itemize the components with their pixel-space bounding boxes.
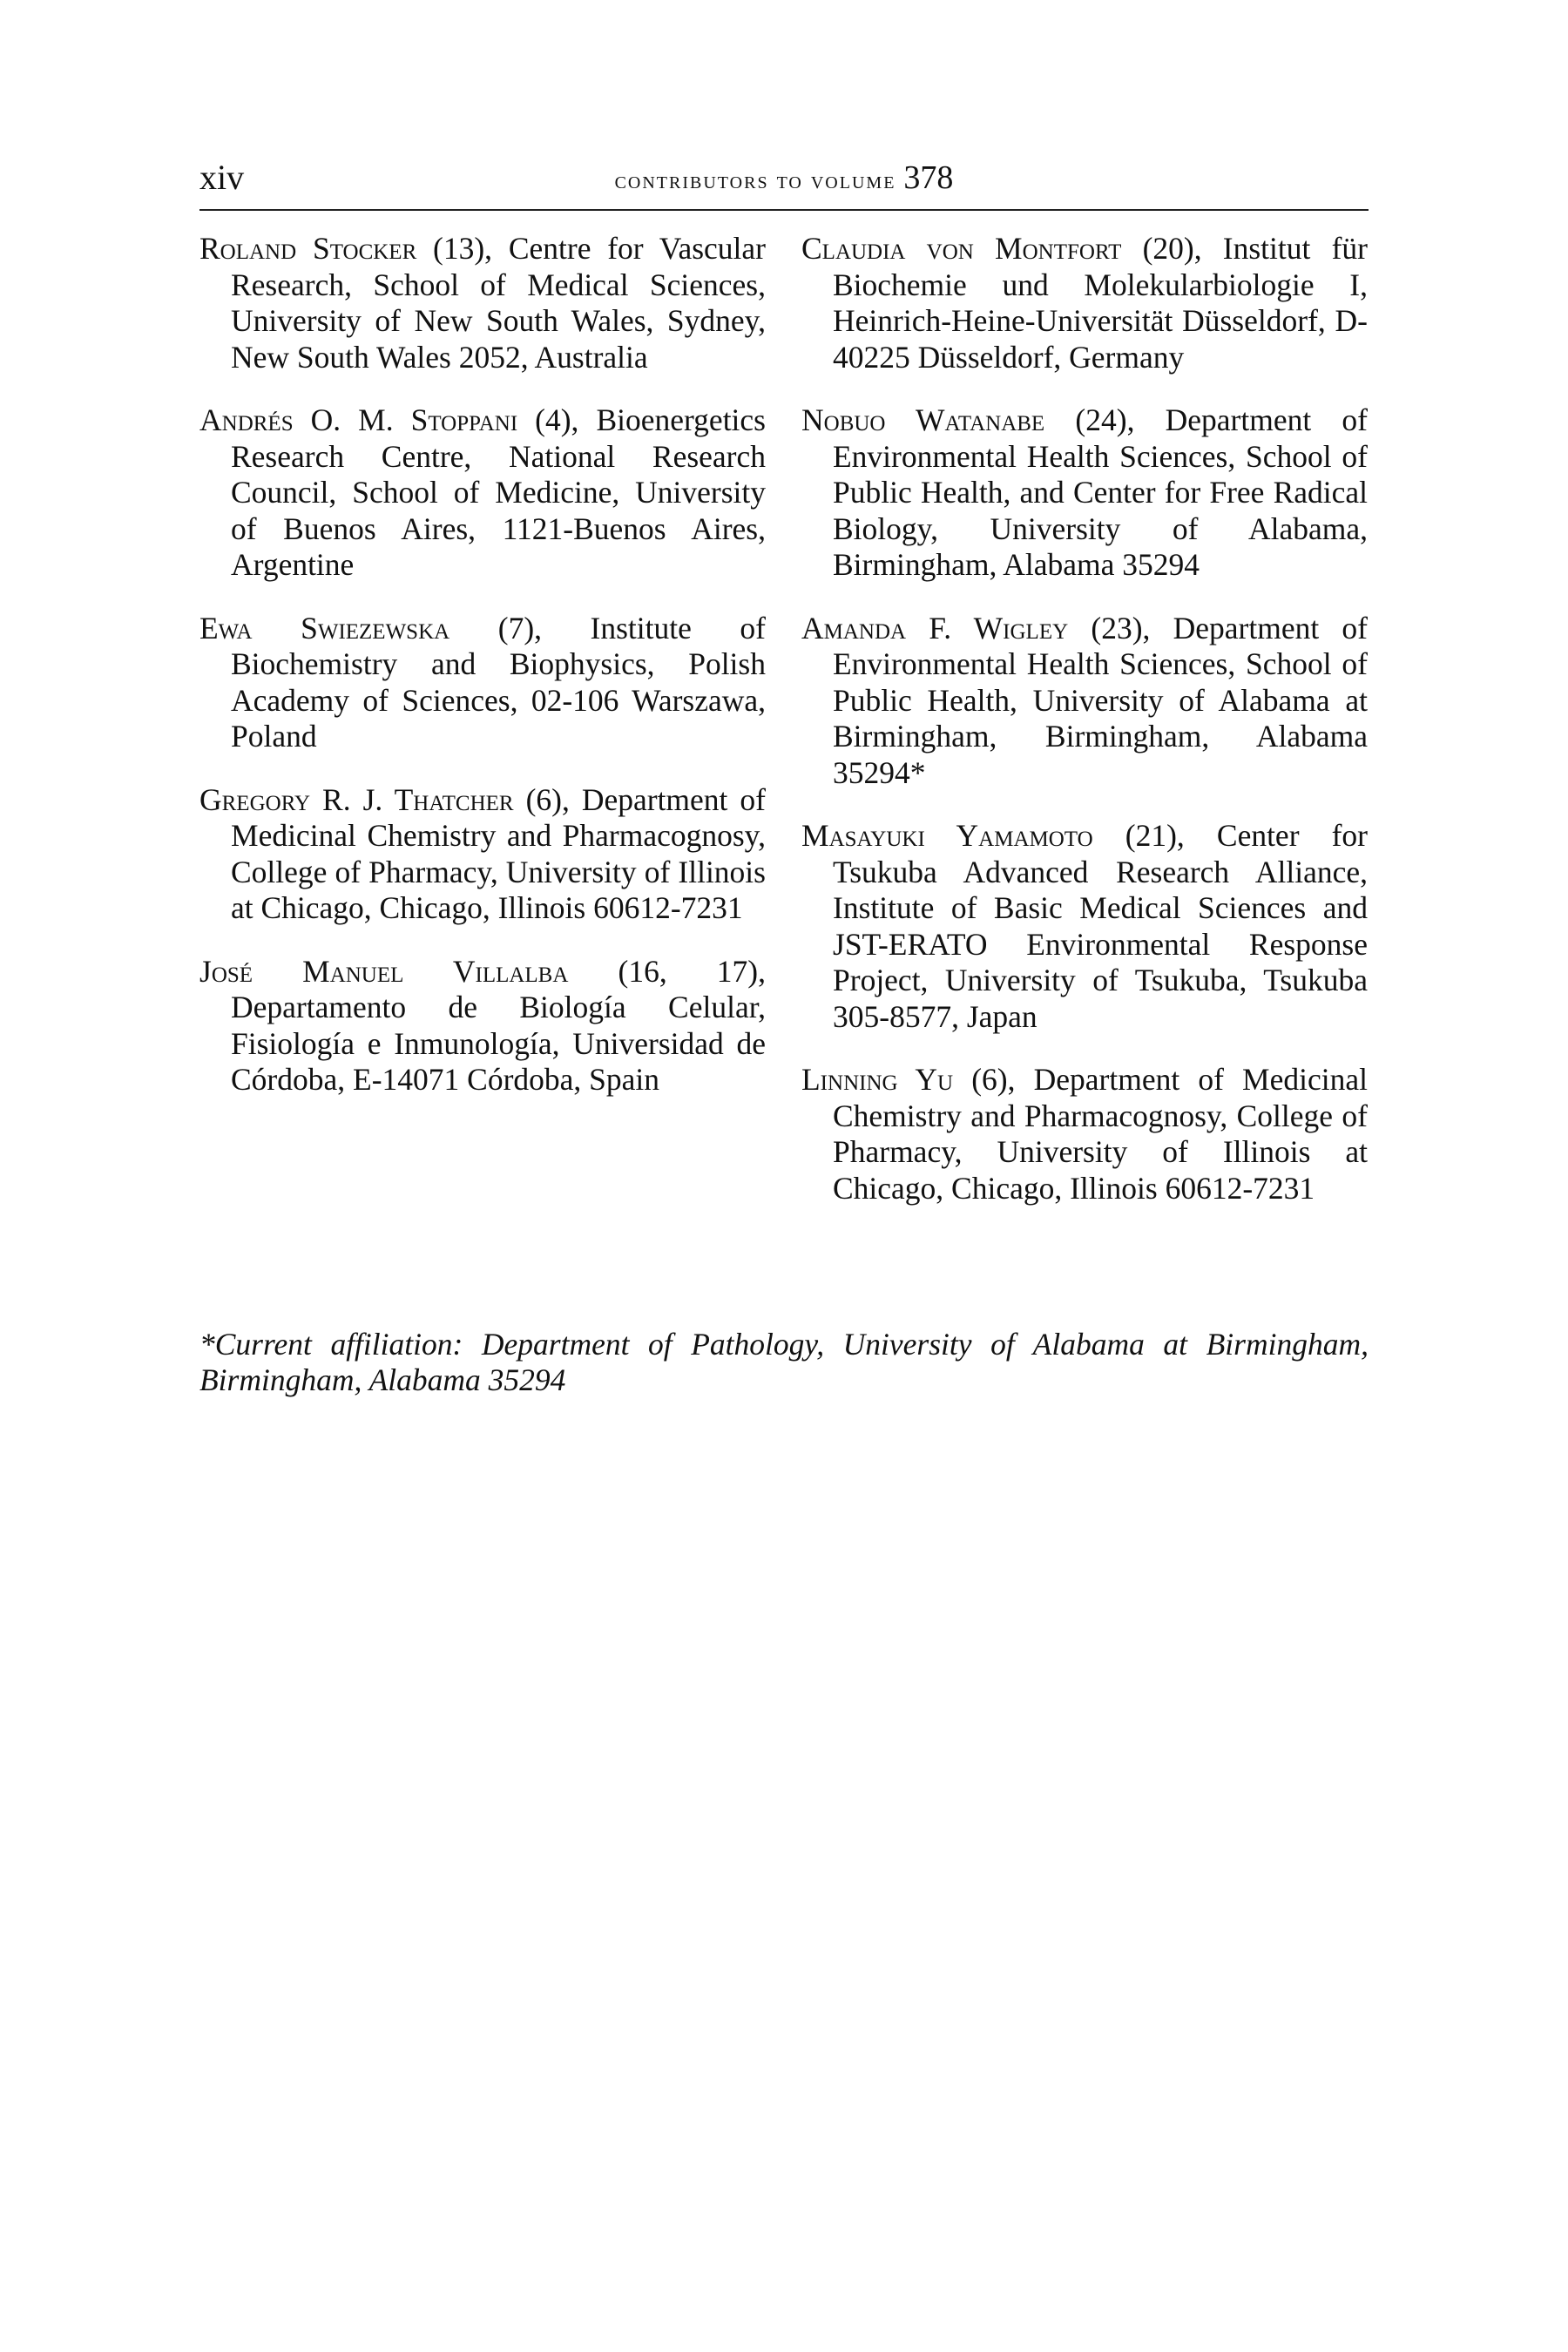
contributor-name: Amanda F. Wigley <box>801 610 1069 645</box>
contributor-entry <box>199 402 766 584</box>
contributor-affiliation: (24), Department of Environmental Health Sciences, School of Public Health, and Center for Free Radical Biology, University of Alabama, Birmingham, Alabama 35294 <box>833 402 1368 582</box>
contributor-name: Linning Yu <box>801 1062 954 1097</box>
header-rule <box>199 209 1369 211</box>
contributor-name: Nobuo Watanabe <box>801 402 1045 437</box>
contributor-name: Gregory R. J. Thatcher <box>199 781 514 817</box>
contributor-name: Masayuki Yamamoto <box>801 818 1093 853</box>
contributor-affiliation: (20), Institut für Biochemie und Molekularbiologie I, Heinrich-Heine-Universität Düsseldorf, D-40225 Düsseldorf, Germany <box>833 231 1368 375</box>
contributor-entry <box>199 231 766 375</box>
contributor-entry <box>801 818 1368 1035</box>
contributor-entry <box>199 782 766 927</box>
contributor-affiliation: (7), Institute of Biochemistry and Biophysics, Polish Academy of Sciences, 02-106 Warszawa, Poland <box>231 610 767 754</box>
footnote: *Current affiliation: Department of Pathology, University of Alabama at Birmingham, Birmingham, Alabama 35294 <box>199 1326 1369 1397</box>
running-head <box>199 153 1369 206</box>
running-head-title: contributors to volume <box>614 167 896 194</box>
contributor-name: Roland Stocker <box>199 231 417 266</box>
contributor-entry <box>801 402 1368 584</box>
contributor-entry <box>801 611 1368 792</box>
contributor-entry <box>801 1062 1368 1206</box>
contributor-entry <box>199 954 766 1098</box>
contributor-affiliation: (13), Centre for Vascular Research, School of Medical Sciences, University of New South Wales, Sydney, New South Wales 2052, Australia <box>231 231 766 375</box>
contributor-name: Claudia von Montfort <box>801 231 1122 266</box>
volume-number: 378 <box>903 159 954 196</box>
left-column <box>199 231 766 1125</box>
contributor-affiliation: (23), Department of Environmental Health Sciences, School of Public Health, University of Alabama at Birmingham, Birmingham, Alabama 35294* <box>833 610 1368 790</box>
page-number: xiv <box>199 158 245 197</box>
contributor-affiliation: (21), Center for Tsukuba Advanced Research Alliance, Institute of Basic Medical Sciences and JST-ERATO Environmental Response Project, University of Tsukuba, Tsukuba 305-8577, Japan <box>833 818 1368 1034</box>
contributor-affiliation: (6), Department of Medicinal Chemistry and Pharmacognosy, College of Pharmacy, University of Illinois at Chicago, Chicago, Illinois 60612-7231 <box>231 781 766 925</box>
contributor-name: José Manuel Villalba <box>199 953 569 989</box>
contributor-name: Andrés O. M. Stoppani <box>199 402 518 437</box>
contributor-affiliation: (4), Bioenergetics Research Centre, National Research Council, School of Medicine, University of Buenos Aires, 1121-Buenos Aires, Argentine <box>231 402 766 582</box>
contributor-entry <box>199 611 766 755</box>
contributor-name: Ewa Swiezewska <box>199 610 450 645</box>
contributor-affiliation: (16, 17), Departamento de Biología Celular, Fisiología e Inmunología, Universidad de Córdoba, E-14071 Córdoba, Spain <box>231 953 766 1097</box>
contributor-entry <box>801 231 1368 375</box>
contributor-affiliation: (6), Department of Medicinal Chemistry and Pharmacognosy, College of Pharmacy, University of Illinois at Chicago, Chicago, Illinois 60612-7231 <box>833 1062 1368 1206</box>
right-column <box>801 231 1368 1233</box>
page-header <box>199 153 1369 202</box>
